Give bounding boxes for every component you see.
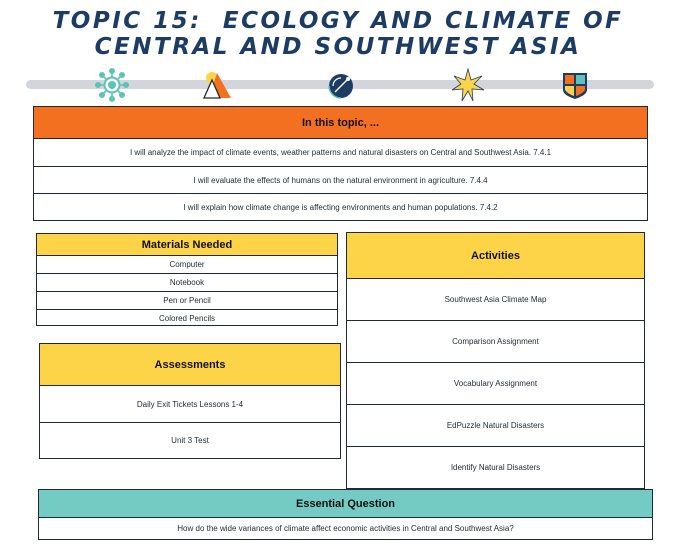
satellite-globe-icon bbox=[324, 68, 358, 102]
page-title bbox=[0, 8, 676, 60]
essential-question-header: Essential Question bbox=[39, 490, 652, 517]
learning-target-item: I will explain how climate change is affecting environments and human populations. 7.4.2 bbox=[34, 193, 647, 220]
assessments-table bbox=[39, 343, 341, 459]
activity-item: Identify Natural Disasters bbox=[347, 446, 644, 488]
material-item: Pen or Pencil bbox=[37, 291, 337, 309]
materials-table bbox=[36, 233, 338, 326]
learning-targets-table bbox=[33, 106, 648, 221]
materials-header: Materials Needed bbox=[37, 234, 337, 255]
material-item: Notebook bbox=[37, 273, 337, 291]
virus-icon bbox=[95, 68, 129, 102]
activity-item: EdPuzzle Natural Disasters bbox=[347, 404, 644, 446]
essential-question-text: How do the wide variances of climate affect economic activities in Central and Southwest Asia? bbox=[39, 517, 652, 539]
activities-table bbox=[346, 232, 645, 489]
assessment-item: Unit 3 Test bbox=[40, 422, 340, 458]
activities-header: Activities bbox=[347, 233, 644, 278]
title-line-2: CENTRAL AND SOUTHWEST ASIA bbox=[94, 34, 582, 60]
assessments-header: Assessments bbox=[40, 344, 340, 385]
activity-item: Vocabulary Assignment bbox=[347, 362, 644, 404]
learning-target-item: I will analyze the impact of climate events, weather patterns and natural disasters on Central and Southwest Asia. 7.4.1 bbox=[34, 138, 647, 166]
material-item: Computer bbox=[37, 255, 337, 273]
title-line-1: TOPIC 15: ECOLOGY AND CLIMATE OF bbox=[52, 8, 624, 34]
learning-target-item: I will evaluate the effects of humans on the natural environment in agriculture. 7.4.4 bbox=[34, 166, 647, 193]
shield-icon bbox=[558, 68, 592, 102]
activity-item: Comparison Assignment bbox=[347, 320, 644, 362]
assessment-item: Daily Exit Tickets Lessons 1-4 bbox=[40, 385, 340, 422]
material-item: Colored Pencils bbox=[37, 309, 337, 327]
activity-item: Southwest Asia Climate Map bbox=[347, 278, 644, 320]
mountain-sun-icon bbox=[200, 68, 234, 102]
learning-targets-header: In this topic, ... bbox=[34, 107, 647, 138]
star-burst-icon bbox=[451, 68, 485, 102]
essential-question-table bbox=[38, 489, 653, 540]
